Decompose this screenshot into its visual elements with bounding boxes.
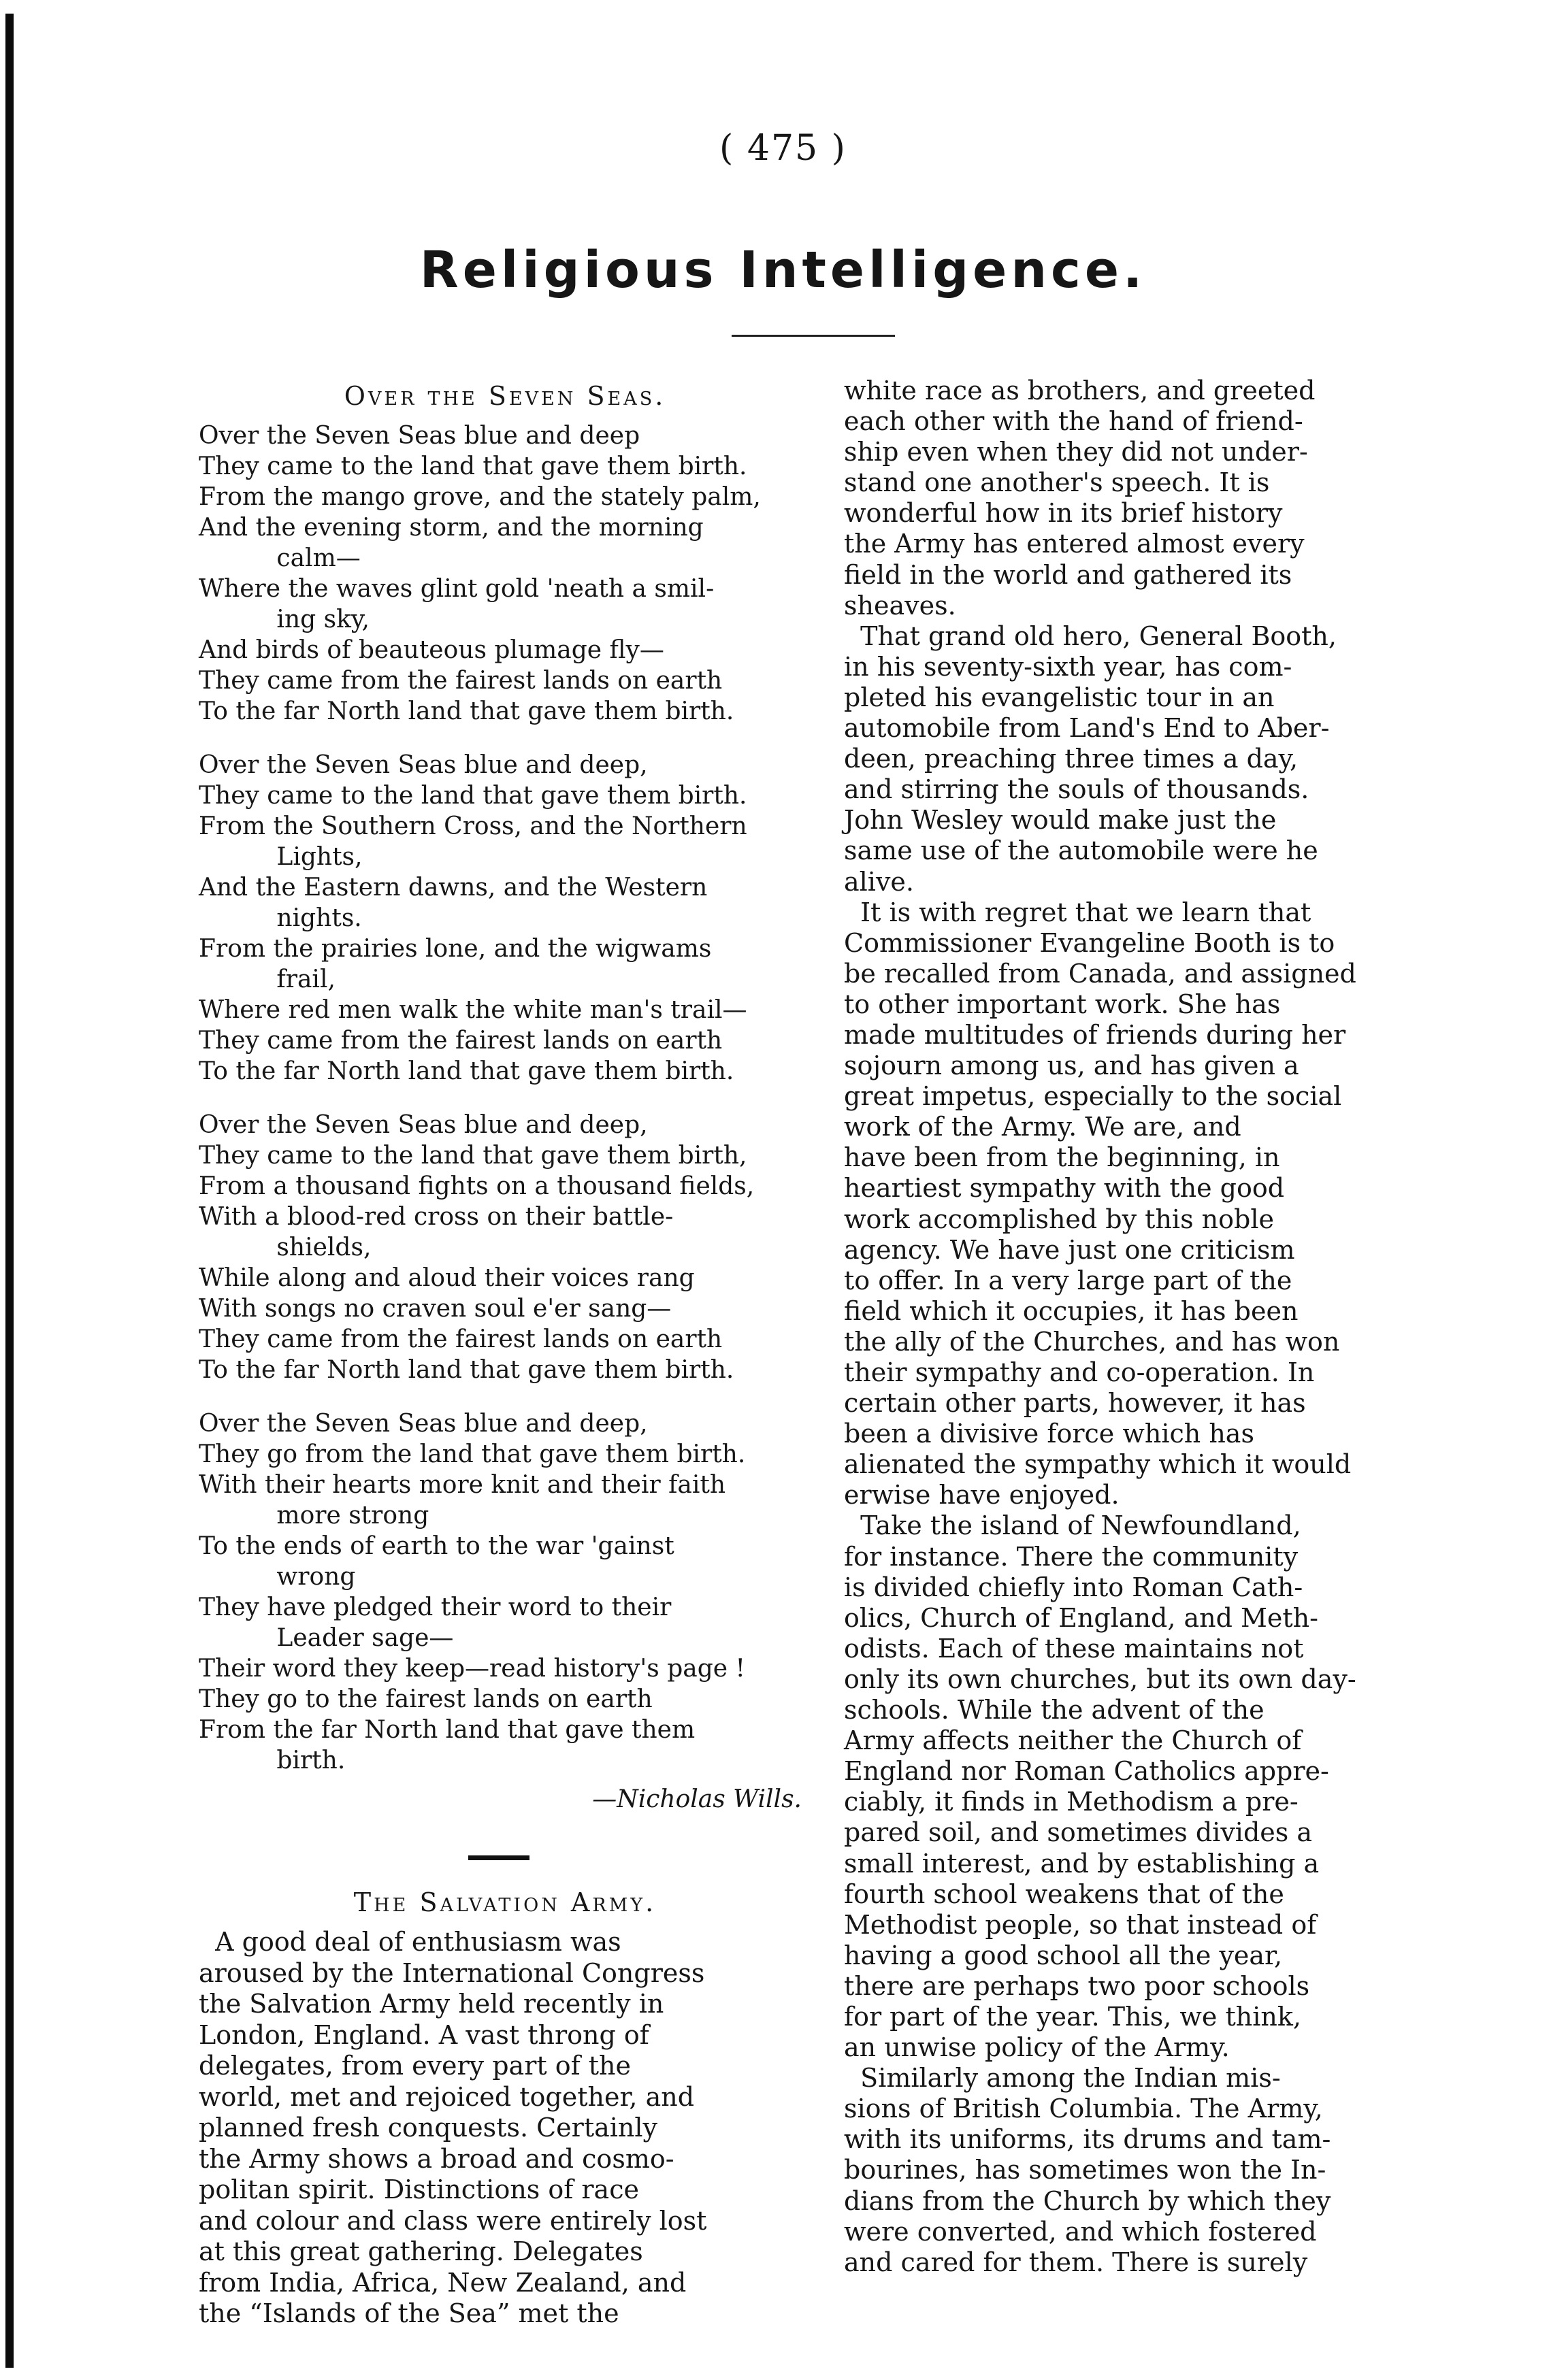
text-line: certain other parts, however, it has: [844, 1388, 1306, 1419]
text-line: sojourn among us, and has given a: [844, 1051, 1299, 1081]
text-line: world, met and rejoiced together, and: [199, 2081, 695, 2112]
poem-line: And birds of beauteous plumage fly—: [199, 636, 664, 664]
text-line: same use of the automobile were he: [844, 836, 1318, 866]
poem-line: Over the Seven Seas blue and deep,: [199, 751, 648, 779]
text-line: the ally of the Churches, and has won: [844, 1326, 1340, 1357]
text-line: schools. While the advent of the: [844, 1695, 1265, 1725]
text-line: been a divisive force which has: [844, 1419, 1254, 1449]
text-line: for instance. There the community: [844, 1541, 1299, 1572]
poem-line: And the Eastern dawns, and the Western: [199, 874, 708, 902]
text-line: small interest, and by establishing a: [844, 1848, 1320, 1879]
poem-line: Where the waves glint gold 'neath a smil-: [199, 575, 715, 603]
text-line: fourth school weakens that of the: [844, 1879, 1284, 1909]
text-line: and stirring the souls of thousands.: [844, 774, 1309, 805]
poem-line: To the far North land that gave them birth.: [199, 1057, 734, 1085]
poem-line: calm—: [199, 544, 361, 572]
poem-line: To the ends of earth to the war 'gainst: [199, 1532, 674, 1560]
text-line: there are perhaps two poor schools: [844, 1970, 1310, 2001]
poem-line: They came to the land that gave them birth.: [199, 452, 747, 480]
poem-line: They came to the land that gave them birth.: [199, 782, 747, 810]
poem-line: From a thousand fights on a thousand fields,: [199, 1172, 755, 1200]
text-line: A good deal of enthusiasm was: [199, 1927, 621, 1957]
text-line: ship even when they did not under-: [844, 437, 1308, 467]
text-line: alive.: [844, 866, 914, 897]
poem-line: Their word they keep—read history's page !: [199, 1655, 745, 1683]
poem-line: From the far North land that gave them: [199, 1716, 696, 1744]
text-line: to other important work. She has: [844, 989, 1281, 1019]
text-line: It is with regret that we learn that: [844, 897, 1311, 927]
text-line: be recalled from Canada, and assigned: [844, 958, 1356, 989]
text-line: the Salvation Army held recently in: [199, 1989, 664, 2019]
text-line: agency. We have just one criticism: [844, 1234, 1295, 1265]
poem-line: Over the Seven Seas blue and deep: [199, 422, 640, 450]
salvation-title: The Salvation Army.: [353, 1887, 657, 1917]
poem-line: Where red men walk the white man's trail—: [199, 996, 747, 1024]
text-line: each other with the hand of friend-: [844, 406, 1303, 437]
text-line: is divided chiefly into Roman Cath-: [844, 1572, 1303, 1602]
poem-line: birth.: [199, 1747, 346, 1774]
poem-line: From the prairies lone, and the wigwams: [199, 935, 712, 963]
poem-line: They have pledged their word to their: [199, 1593, 672, 1621]
poem-line: ing sky,: [199, 606, 370, 633]
poem-stanza: [199, 1110, 811, 1385]
poem-line: And the evening storm, and the morning: [199, 514, 704, 542]
text-line: field in the world and gathered its: [844, 559, 1292, 590]
text-line: sions of British Columbia. The Army,: [844, 2094, 1323, 2124]
left-margin-rule: [5, 14, 14, 2368]
text-line: Methodist people, so that instead of: [844, 1909, 1317, 1940]
text-line: pleted his evangelistic tour in an: [844, 682, 1275, 712]
text-line: automobile from Land's End to Aber-: [844, 713, 1330, 744]
text-line: work accomplished by this noble: [844, 1204, 1274, 1234]
text-line: pared soil, and sometimes divides a: [844, 1817, 1312, 1848]
text-line: Army affects neither the Church of: [844, 1725, 1302, 1756]
text-line: with its uniforms, its drums and tam-: [844, 2124, 1331, 2155]
text-line: field which it occupies, it has been: [844, 1295, 1299, 1326]
page-number: ( 475 ): [719, 128, 847, 169]
text-line: stand one another's speech. It is: [844, 467, 1270, 498]
text-line: only its own churches, but its own day-: [844, 1664, 1356, 1694]
text-line: Commissioner Evangeline Booth is to: [844, 927, 1335, 958]
poem-line: With a blood-red cross on their battle-: [199, 1203, 674, 1231]
text-line: their sympathy and co-operation. In: [844, 1357, 1315, 1387]
text-line: heartiest sympathy with the good: [844, 1173, 1285, 1204]
poem-line: wrong: [199, 1563, 356, 1591]
section-divider: [468, 1855, 529, 1860]
text-line: work of the Army. We are, and: [844, 1112, 1241, 1142]
text-line: the “Islands of the Sea” met the: [199, 2298, 619, 2328]
text-line: Take the island of Newfoundland,: [844, 1510, 1301, 1541]
poem-line: They go to the fairest lands on earth: [199, 1685, 653, 1713]
poem-line: Over the Seven Seas blue and deep,: [199, 1111, 648, 1139]
poem-line: Lights,: [199, 843, 363, 871]
text-line: having a good school all the year,: [844, 1940, 1283, 1970]
text-line: deen, preaching three times a day,: [844, 744, 1299, 774]
poem-stanza: [199, 1408, 811, 1776]
poem-line: While along and aloud their voices rang: [199, 1264, 695, 1292]
text-line: England nor Roman Catholics appre-: [844, 1756, 1329, 1787]
text-line: the Army shows a broad and cosmo-: [199, 2143, 674, 2174]
text-line: planned fresh conquests. Certainly: [199, 2113, 657, 2143]
poem-line: They came from the fairest lands on earth: [199, 1027, 723, 1055]
poem-line: With their hearts more knit and their faith: [199, 1471, 726, 1499]
text-line: wonderful how in its brief history: [844, 498, 1283, 529]
poem-line: They came from the fairest lands on earth: [199, 1325, 723, 1353]
poem-body: [199, 420, 811, 1776]
text-line: politan spirit. Distinctions of race: [199, 2175, 639, 2204]
poem-author: —Nicholas Wills.: [592, 1785, 802, 1813]
text-line: in his seventy-sixth year, has com-: [844, 651, 1292, 682]
poem-line: more strong: [199, 1502, 429, 1530]
text-line: Similarly among the Indian mis-: [844, 2063, 1281, 2094]
salvation-text-right: [844, 376, 1446, 2278]
text-line: the Army has entered almost every: [844, 529, 1305, 559]
poem-line: They came to the land that gave them birth,: [199, 1142, 747, 1170]
poem-line: To the far North land that gave them birth.: [199, 697, 734, 725]
text-line: an unwise policy of the Army.: [844, 2032, 1230, 2063]
text-line: olics, Church of England, and Meth-: [844, 1602, 1318, 1633]
text-line: delegates, from every part of the: [199, 2051, 631, 2081]
poem-line: They go from the land that gave them birth.: [199, 1440, 746, 1468]
text-line: bourines, has sometimes won the In-: [844, 2155, 1326, 2185]
text-line: sheaves.: [844, 590, 956, 621]
text-line: erwise have enjoyed.: [844, 1480, 1120, 1510]
poem-title: Over the Seven Seas.: [344, 381, 666, 411]
text-line: and cared for them. There is surely: [844, 2247, 1308, 2277]
poem-line: They came from the fairest lands on earth: [199, 667, 723, 695]
text-line: ciably, it finds in Methodism a pre-: [844, 1787, 1299, 1817]
text-line: made multitudes of friends during her: [844, 1019, 1346, 1050]
poem-stanza: [199, 750, 811, 1087]
poem-line: From the Southern Cross, and the Northern: [199, 812, 747, 840]
poem-line: Over the Seven Seas blue and deep,: [199, 1410, 648, 1438]
poem-line: nights.: [199, 904, 362, 932]
text-line: great impetus, especially to the social: [844, 1081, 1342, 1112]
page-title: Religious Intelligence.: [419, 241, 1147, 299]
poem-stanza: [199, 420, 811, 727]
text-line: from India, Africa, New Zealand, and: [199, 2267, 687, 2298]
poem-line: With songs no craven soul e'er sang—: [199, 1295, 672, 1323]
text-line: were converted, and which fostered: [844, 2216, 1317, 2247]
text-line: odists. Each of these maintains not: [844, 1633, 1304, 1664]
poem-line: To the far North land that gave them birth.: [199, 1356, 734, 1384]
poem-line: shields,: [199, 1234, 372, 1261]
text-line: John Wesley would make just the: [844, 805, 1277, 836]
poem-line: frail,: [199, 965, 336, 993]
left-column: [199, 381, 811, 2330]
text-line: for part of the year. This, we think,: [844, 2001, 1301, 2032]
text-line: to offer. In a very large part of the: [844, 1265, 1292, 1295]
text-line: That grand old hero, General Booth,: [844, 621, 1337, 651]
poem-line: Leader sage—: [199, 1624, 454, 1652]
text-line: have been from the beginning, in: [844, 1142, 1280, 1173]
text-line: alienated the sympathy which it would: [844, 1449, 1352, 1480]
salvation-text-left: [199, 1927, 811, 2330]
text-line: and colour and class were entirely lost: [199, 2205, 707, 2236]
text-line: London, England. A vast throng of: [199, 2019, 649, 2050]
right-column: [844, 376, 1446, 2278]
title-divider: [732, 335, 895, 337]
text-line: dians from the Church by which they: [844, 2185, 1331, 2216]
text-line: aroused by the International Congress: [199, 1957, 705, 1988]
text-line: at this great gathering. Delegates: [199, 2236, 643, 2266]
poem-line: From the mango grove, and the stately palm,: [199, 483, 761, 511]
text-line: white race as brothers, and greeted: [844, 376, 1316, 406]
